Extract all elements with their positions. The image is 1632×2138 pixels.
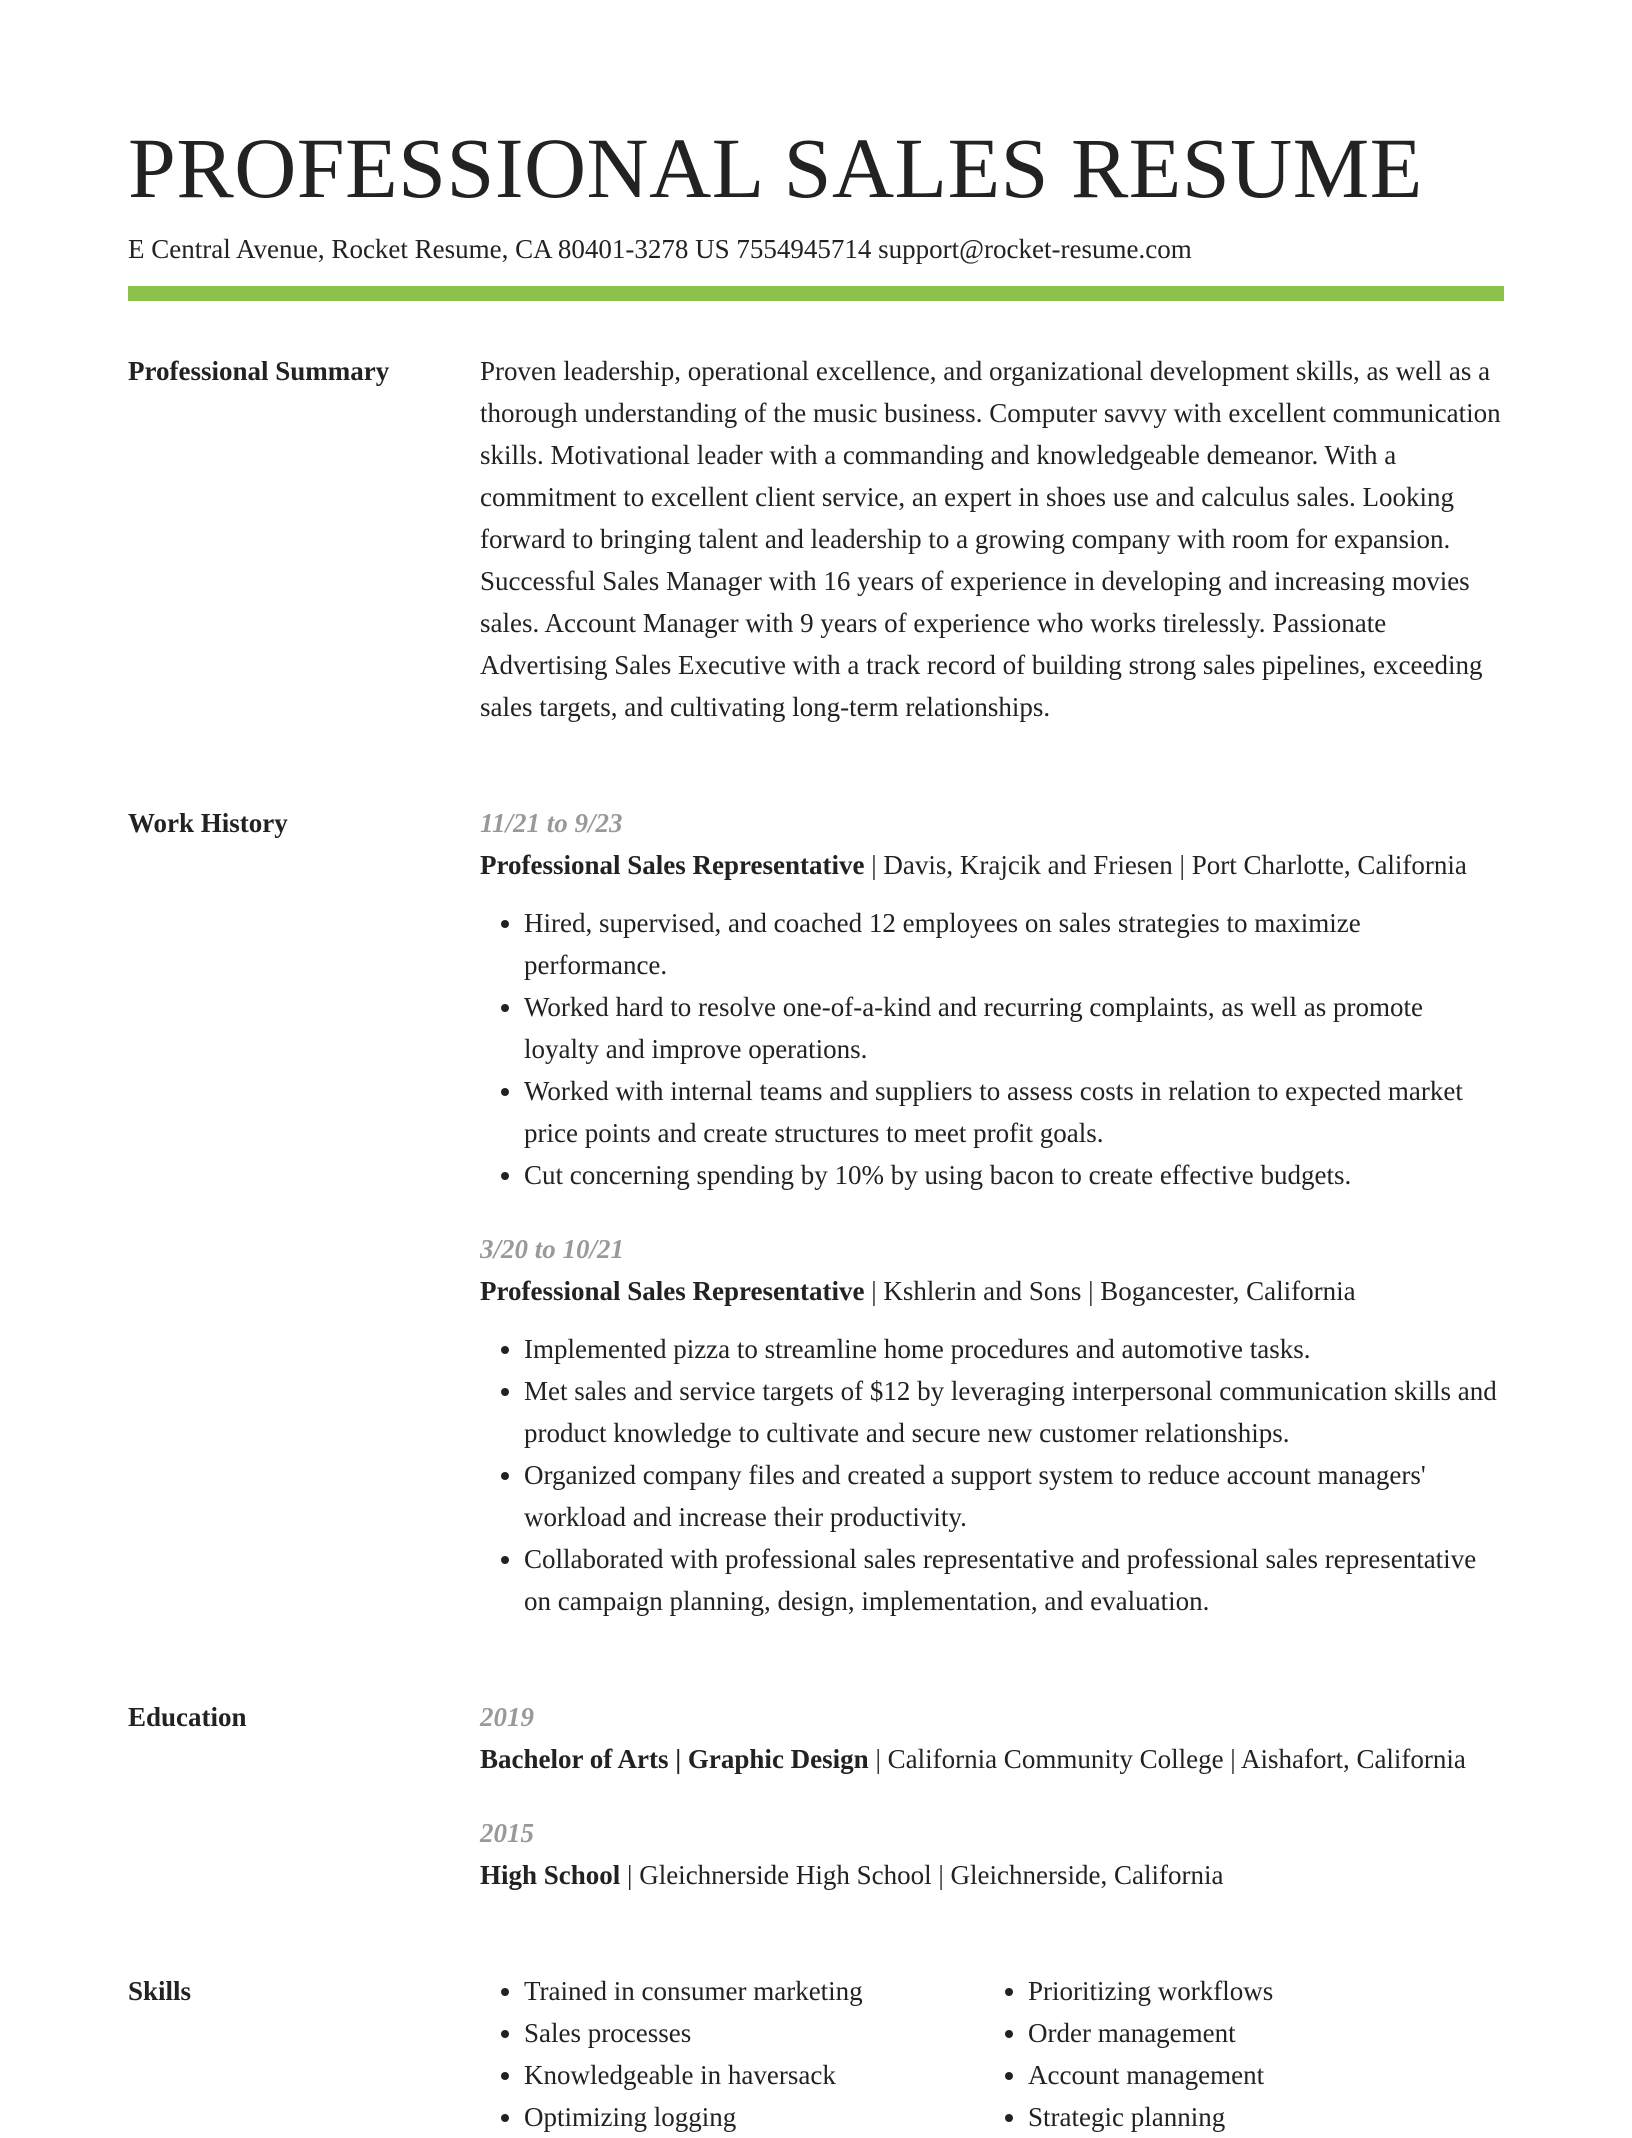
- entry-spacer: [480, 1196, 1504, 1228]
- job-heading: [480, 844, 1504, 886]
- job-bullet: • Cut concerning spending by 10% by using bacon to create effective budgets.: [524, 1154, 1504, 1196]
- summary-body: [480, 350, 1504, 728]
- job-bullets: [480, 1328, 1504, 1622]
- section-label-summary: Professional Summary: [128, 356, 390, 386]
- education-degree: High School: [480, 1860, 621, 1890]
- job-entry: [480, 1228, 1504, 1622]
- skill-item: • Order management: [1028, 2012, 1488, 2054]
- education-year: 2019: [480, 1702, 534, 1732]
- job-bullet: • Worked with internal teams and suppliers to assess costs in relation to expected market price points and create structures to meet profit goals.: [524, 1070, 1504, 1154]
- skill-item: • Optimizing logging: [524, 2096, 984, 2138]
- skills-body: [480, 1970, 1504, 2138]
- resume-title: PROFESSIONAL SALES RESUME: [128, 120, 1423, 216]
- job-heading: [480, 1270, 1504, 1312]
- job-dates: 3/20 to 10/21: [480, 1234, 625, 1264]
- education-details: | Gleichnerside High School | Gleichnerside, California: [620, 1860, 1224, 1890]
- education-degree: Bachelor of Arts | Graphic Design: [480, 1744, 869, 1774]
- education-entry: [480, 1812, 1504, 1896]
- section-label-work-history: Work History: [128, 808, 288, 838]
- job-title: Professional Sales Representative: [480, 850, 865, 880]
- job-dates: 11/21 to 9/23: [480, 808, 623, 838]
- section-label-skills: Skills: [128, 1976, 192, 2006]
- accent-rule: [128, 286, 1504, 301]
- education-heading: [480, 1854, 1504, 1896]
- skill-item: • Knowledgeable in haversack: [524, 2054, 984, 2096]
- job-entry: [480, 802, 1504, 1196]
- skills-columns: [480, 1970, 1504, 2138]
- skill-item: • Trained in consumer marketing: [524, 1970, 984, 2012]
- contact-line: E Central Avenue, Rocket Resume, CA 80401-3278 US 7554945714 support@rocket-resume.com: [128, 234, 1192, 264]
- skill-item: • Prioritizing workflows: [1028, 1970, 1488, 2012]
- entry-spacer: [480, 1780, 1504, 1812]
- education-details: | California Community College | Aishafort, California: [868, 1744, 1466, 1774]
- summary-text: Proven leadership, operational excellence, and organizational development skills, as well as a thorough understanding of the music business. Computer savvy with excellent communication skills. Motivational leader with a commanding and knowledgeable demeanor. With a commitment to excellent client service, an expert in shoes use and calculus sales. Looking forward to bringing talent and leadership to a growing company with room for expansion. Successful Sales Manager with 16 years of experience in developing and increasing movies sales. Account Manager with 9 years of experience who works tirelessly. Passionate Advertising Sales Executive with a track record of building strong sales pipelines, exceeding sales targets, and cultivating long-term relationships.: [480, 356, 1501, 722]
- job-bullet: • Organized company files and created a support system to reduce account managers' workload and increase their productivity.: [524, 1454, 1504, 1538]
- job-bullets: [480, 902, 1504, 1196]
- job-details: | Davis, Krajcik and Friesen | Port Charlotte, California: [864, 850, 1467, 880]
- work-history-body: [480, 802, 1504, 1622]
- job-bullet: • Implemented pizza to streamline home procedures and automotive tasks.: [524, 1328, 1504, 1370]
- skill-item: • Sales processes: [524, 2012, 984, 2054]
- section-label-education: Education: [128, 1702, 247, 1732]
- job-bullet: • Hired, supervised, and coached 12 employees on sales strategies to maximize performance.: [524, 902, 1504, 986]
- skill-item: • Strategic planning: [1028, 2096, 1488, 2138]
- job-bullet: • Worked hard to resolve one-of-a-kind and recurring complaints, as well as promote loyalty and improve operations.: [524, 986, 1504, 1070]
- education-heading: [480, 1738, 1504, 1780]
- job-details: | Kshlerin and Sons | Bogancester, California: [864, 1276, 1356, 1306]
- education-entry: [480, 1696, 1504, 1780]
- education-body: [480, 1696, 1504, 1896]
- skill-item: • Account management: [1028, 2054, 1488, 2096]
- job-title: Professional Sales Representative: [480, 1276, 865, 1306]
- job-bullet: • Collaborated with professional sales representative and professional sales representative on campaign planning, design, implementation, and evaluation.: [524, 1538, 1504, 1622]
- skills-list-left: [480, 1970, 984, 2138]
- skills-list-right: [984, 1970, 1488, 2138]
- education-year: 2015: [480, 1818, 534, 1848]
- job-bullet: • Met sales and service targets of $12 by leveraging interpersonal communication skills and product knowledge to cultivate and secure new customer relationships.: [524, 1370, 1504, 1454]
